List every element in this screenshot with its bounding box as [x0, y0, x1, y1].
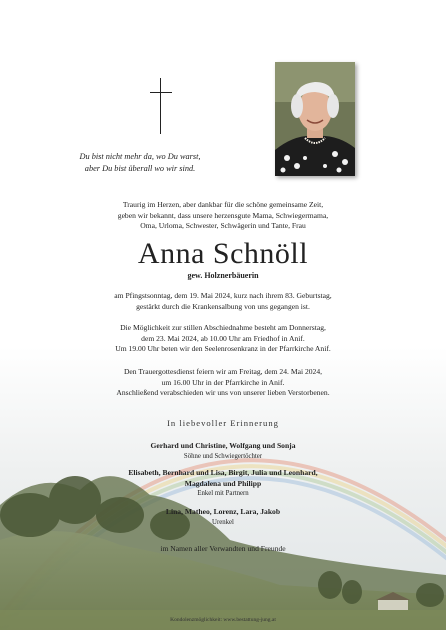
motto-line: aber Du bist überall wo wir sind.	[84, 163, 196, 173]
motto-quote	[40, 151, 240, 174]
intro-text	[0, 200, 446, 232]
memory-heading: In liebevoller Erinnerung	[167, 418, 279, 428]
mourner-group-great-grandchildren	[0, 507, 446, 528]
mourner-group-sons	[0, 441, 446, 462]
mourner-group-grandchildren	[0, 468, 446, 500]
death-line: am Pfingstsonntag, dem 19. Mai 2024, kurz nach ihrem 83. Geburtstag,	[114, 291, 332, 300]
farewell-info	[0, 323, 446, 355]
mourner-names: Magdalena und Philipp	[184, 478, 262, 488]
mourner-relation: Enkel mit Partnern	[197, 490, 249, 497]
maiden-name: gew. Holznerbäuerin	[187, 271, 259, 280]
portrait-photo	[275, 62, 355, 176]
intro-line: geben wir bekannt, dass unsere herzensgute Mama, Schwiegermama,	[117, 210, 329, 220]
mourner-relation: Söhne und Schwiegertöchter	[183, 452, 263, 460]
funeral-line: um 16.00 Uhr in der Pfarrkirche in Anif.	[161, 377, 285, 387]
farewell-line: dem 23. Mai 2024, ab 10.00 Uhr am Friedhof in Anif.	[141, 333, 305, 343]
motto-line: Du bist nicht mehr da, wo Du warst,	[79, 152, 201, 161]
funeral-info	[0, 367, 446, 399]
funeral-line: Den Trauergottesdienst feiern wir am Freitag, dem 24. Mai 2024,	[123, 367, 323, 376]
farewell-line: Um 19.00 Uhr beten wir den Seelenrosenkranz in der Pfarrkirche Anif.	[115, 344, 331, 353]
death-notice	[0, 291, 446, 312]
mourner-names: Lina, Matheo, Lorenz, Lara, Jakob	[165, 507, 281, 516]
families-note: im Namen aller Verwandten und Freunde	[160, 544, 286, 553]
condolence-footer: Kondolenzmöglichkeit: www.bestattung-jung.at	[170, 617, 276, 623]
deceased-name: Anna Schnöll	[137, 237, 309, 270]
mourner-names: Gerhard und Christine, Wolfgang und Sonja	[150, 441, 296, 450]
cross-icon	[146, 78, 176, 134]
farewell-line: Die Möglichkeit zur stillen Abschiednahme besteht am Donnerstag,	[120, 323, 326, 332]
intro-line: Traurig im Herzen, aber dankbar für die schöne gemeinsame Zeit,	[122, 200, 324, 209]
mourner-relation: Urenkel	[212, 518, 234, 526]
intro-line: Oma, Urloma, Schwester, Schwägerin und Tante, Frau	[140, 221, 306, 230]
mourner-names: Elisabeth, Bernhard und Lisa, Birgit, Julia und Leonhard,	[128, 468, 318, 477]
funeral-line: Anschließend verabschieden wir uns von unserer lieben Verstorbenen.	[116, 388, 330, 397]
death-line: gestärkt durch die Krankensalbung von uns gegangen ist.	[136, 301, 310, 311]
